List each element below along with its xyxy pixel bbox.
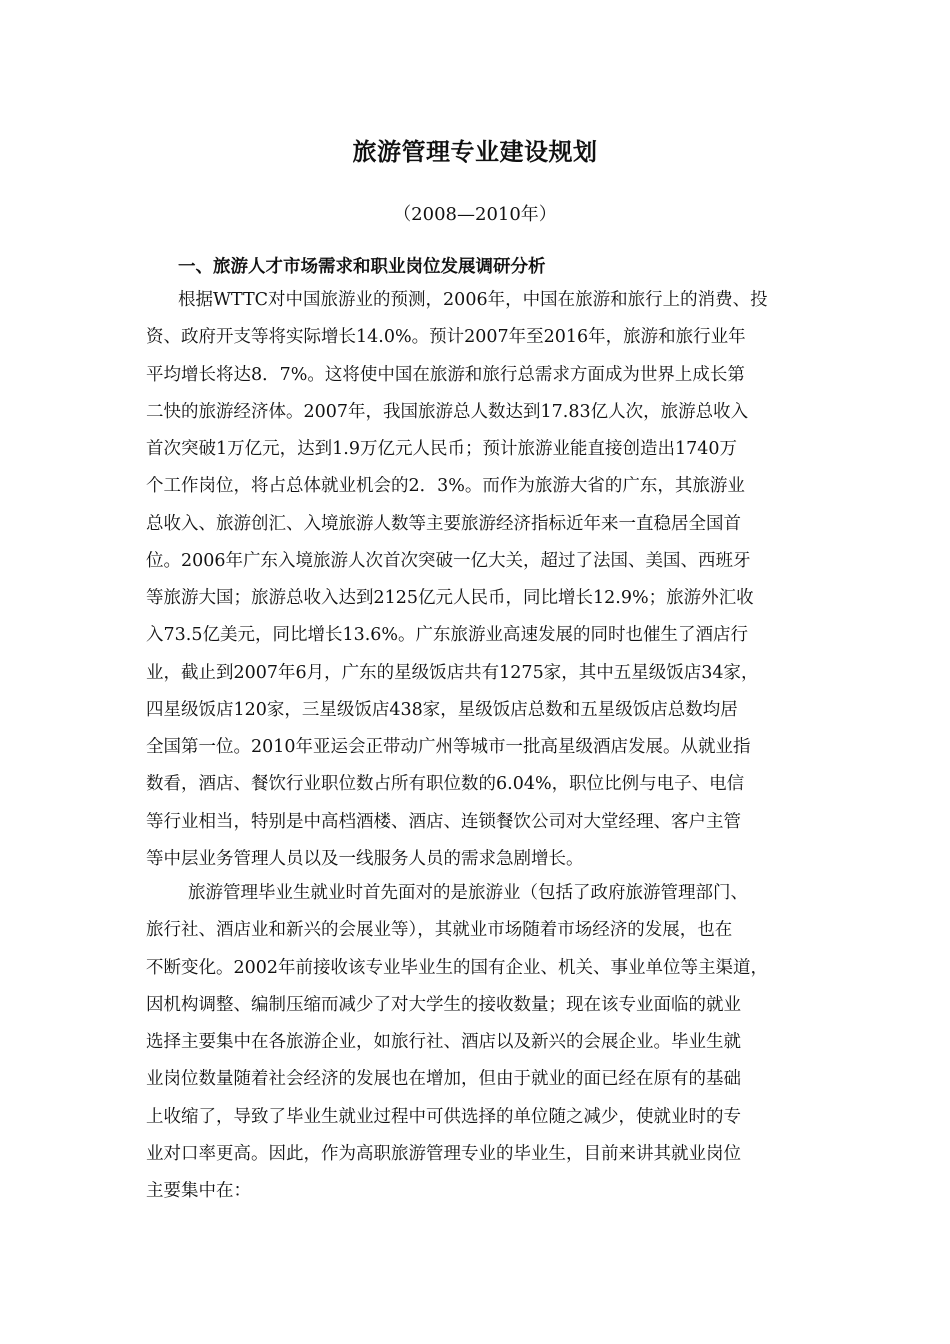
paragraph-line: 不断变化。2002年前接收该专业毕业生的国有企业、机关、事业单位等主渠道， (146, 957, 769, 978)
paragraph-line: 全国第一位。2010年亚运会正带动广州等城市一批高星级酒店发展。从就业指 (146, 737, 751, 757)
paragraph-line: 旅游管理毕业生就业时首先面对的是旅游业（包括了政府旅游管理部门、 (188, 883, 748, 903)
paragraph-market-analysis (146, 282, 816, 878)
paragraph-line: 等中层业务管理人员以及一线服务人员的需求急剧增长。 (146, 848, 584, 869)
section-heading: 一、旅游人才市场需求和职业岗位发展调研分析 (178, 257, 546, 277)
paragraph-line: 入73.5亿美元，同比增长13.6%。广东旅游业高速发展的同时也催生了酒店行 (146, 625, 749, 646)
paragraph-line: 资、政府开支等将实际增长14.0%。预计2007年至2016年，旅游和旅行业年 (146, 327, 746, 348)
paragraph-line: 等旅游大国；旅游总收入达到2125亿元人民币，同比增长12.9%；旅游外汇收 (146, 588, 754, 608)
paragraph-line: 数看，酒店、餐饮行业职位数占所有职位数的6.04%，职位比例与电子、电信 (146, 774, 745, 795)
paragraph-line: 二快的旅游经济体。2007年，我国旅游总人数达到17.83亿人次，旅游总收入 (146, 401, 749, 422)
paragraph-line: 总收入、旅游创汇、入境旅游人数等主要旅游经济指标近年来一直稳居全国首 (146, 513, 741, 534)
paragraph-line: 选择主要集中在各旅游企业，如旅行社、酒店以及新兴的会展企业。毕业生就 (146, 1032, 741, 1052)
document-title: 旅游管理专业建设规划 (352, 138, 598, 166)
paragraph-employment (146, 875, 816, 1210)
paragraph-line: 上收缩了，导致了毕业生就业过程中可供选择的单位随之减少，使就业时的专 (146, 1106, 741, 1127)
paragraph-line: 四星级饭店120家，三星级饭店438家，星级饭店总数和五星级饭店总数均居 (146, 699, 738, 720)
paragraph-line: 平均增长将达8．7%。这将使中国在旅游和旅行总需求方面成为世界上成长第 (146, 364, 745, 385)
paragraph-line: 位。2006年广东入境旅游人次首次突破一亿大关，超过了法国、美国、西班牙 (146, 550, 751, 571)
paragraph-line: 旅行社、酒店业和新兴的会展业等），其就业市场随着市场经济的发展，也在 (146, 920, 733, 941)
paragraph-line: 业岗位数量随着社会经济的发展也在增加，但由于就业的面已经在原有的基础 (146, 1069, 741, 1090)
document-subtitle: （2008—2010年） (393, 204, 557, 225)
paragraph-line: 业，截止到2007年6月，广东的星级饭店共有1275家，其中五星级饭店34家， (146, 662, 759, 683)
paragraph-line: 因机构调整、编制压缩而减少了对大学生的接收数量；现在该专业面临的就业 (146, 994, 741, 1015)
paragraph-line: 主要集中在： (146, 1181, 251, 1201)
paragraph-line: 个工作岗位，将占总体就业机会的2．3%。而作为旅游大省的广东，其旅游业 (146, 476, 745, 497)
paragraph-line: 根据WTTC对中国旅游业的预测，2006年，中国在旅游和旅行上的消费、投 (178, 290, 768, 310)
paragraph-line: 业对口率更高。因此，作为高职旅游管理专业的毕业生，目前来讲其就业岗位 (146, 1143, 741, 1164)
paragraph-line: 等行业相当，特别是中高档酒楼、酒店、连锁餐饮公司对大堂经理、客户主管 (146, 811, 741, 832)
paragraph-line: 首次突破1万亿元，达到1.9万亿元人民币；预计旅游业能直接创造出1740万 (146, 439, 737, 459)
